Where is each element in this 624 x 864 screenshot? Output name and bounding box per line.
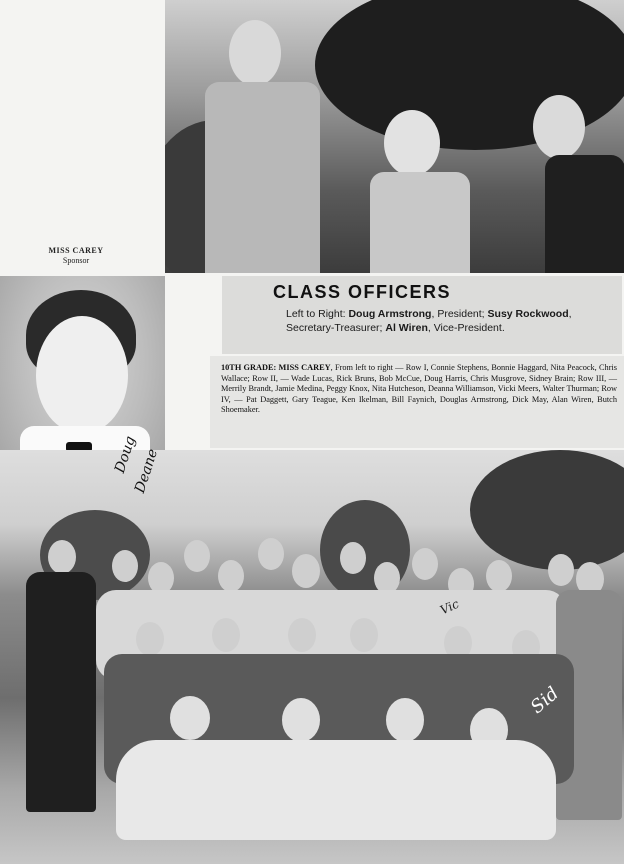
officer-president: Doug Armstrong	[348, 308, 432, 320]
officers-intro: Left to Right:	[286, 308, 349, 320]
sponsor-caption	[20, 246, 132, 266]
officers-title: CLASS OFFICERS	[273, 282, 452, 302]
student-head	[386, 698, 424, 742]
sponsor-role: Sponsor	[62, 256, 90, 265]
student-head	[340, 542, 366, 574]
student-head	[212, 618, 240, 652]
student-head	[548, 554, 574, 586]
student-head	[350, 618, 378, 652]
officer-secretary-role: , Secretary-Treasurer;	[286, 308, 572, 334]
grade-caption	[221, 363, 617, 416]
student-head	[258, 538, 284, 570]
student-head	[288, 618, 316, 652]
grade-names: , From left to right — Row I, Connie Stephens, Bonnie Haggard, Nita Peacock, Chris Wallace; Row II, — Wade Lucas, Rick Bruns, Bob McCue, Doug Harris, Chris Musgrove, Sidney Brain; Row III, — Merrily Brandt, Jamie Medina, Peggy Knox, Nita Hutcheson, Deanna Williamson, Vicki Meers, Walter Thurman; Row IV, — Pat Daggett, Gary Teague, Ken Ikelman, Bill Faynich, Douglas Armstrong, Dick May, Alan Wiren, Butch Shoemaker.	[221, 363, 617, 415]
officers-caption	[286, 307, 616, 335]
signature-sid: Sid	[526, 682, 563, 719]
officer-vice-president: Al Wiren	[385, 322, 428, 334]
student-head	[48, 540, 76, 574]
tenth-grade-group-photo	[0, 450, 624, 864]
student-head	[218, 560, 244, 592]
class-officers-photo	[165, 0, 624, 273]
student-head	[112, 550, 138, 582]
signature-doug: Doug	[112, 434, 139, 475]
signature-deane: Deane	[132, 447, 162, 495]
officer-vice-president-role: , Vice-President.	[427, 322, 505, 334]
student-head	[292, 554, 320, 588]
student-head	[136, 622, 164, 656]
student-head	[282, 698, 320, 742]
student-body	[26, 572, 96, 812]
student-head	[170, 696, 210, 740]
officer-secretary: Susy Rockwood	[487, 308, 569, 320]
grade-heading: 10TH GRADE: MISS CAREY	[221, 363, 331, 372]
background-tree-right	[470, 450, 624, 570]
signature-vic: Vic	[437, 596, 462, 618]
student-head	[184, 540, 210, 572]
sponsor-face	[36, 316, 128, 434]
students-front-row	[116, 740, 556, 840]
student-head	[486, 560, 512, 592]
officer-president-role: , President;	[431, 308, 485, 320]
sponsor-name: MISS CAREY	[48, 246, 104, 255]
student-head	[412, 548, 438, 580]
